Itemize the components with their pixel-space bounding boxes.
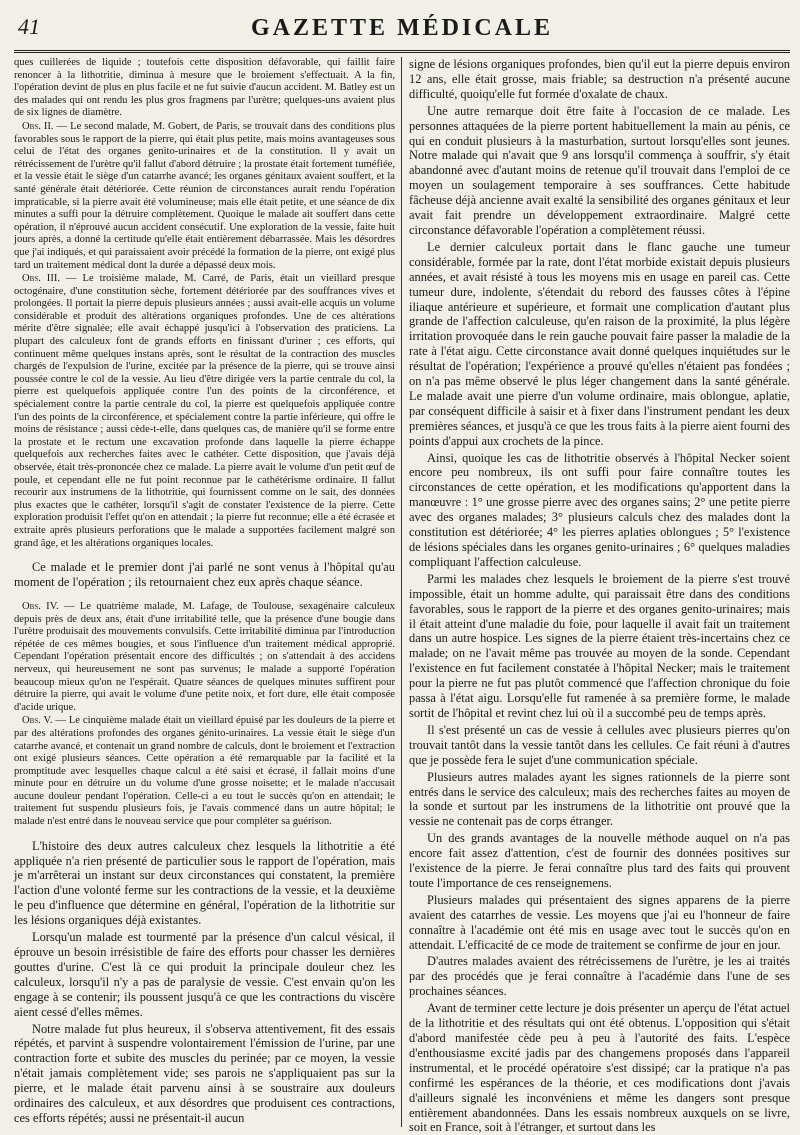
left-column: [14, 57, 401, 1127]
observation-text: — Le cinquième malade était un vieillard épuisé par les douleurs de la pierre et par des altérations profondes des organes génito-urinaires. La vessie était le siège d'un catarrhe avancé, et contenait un grand nombre de calculs, dont le broiement et l'extraction ont exigé plusieurs séances. Cette opération a été remarquable par la facilité et la promptitude avec lesquelles chaque calcul a été saisi et écrasé, il fallait moins d'une minute pour en détruire un du volume d'une grosse noisette; et le malade n'accusait aucune douleur pendant l'opération. Celle-ci a eu tout le succès qu'on en attendait; le traitement fut suspendu plusieurs fois, je l'avais commencé dans un autre hôpital; le malade n'est entré dans le nouveau service que pour compléter sa guérison.: [14, 715, 395, 828]
observation-text: — Le troisième malade, M. Carré, de Paris, était un vieillard presque octogénaire, d'une constitution sèche, fortement détériorée par des souffrances vives et prolongées. Il portait la pierre depuis plusieurs années ; aussi avait-elle acquis un volume considérable et produit des altérations organiques profondes. Une de ces altérations mérite d'être signalée; elle avait échappé jusqu'ici à l'observation des praticiens. La plupart des calculeux font de grands efforts en finissant d'uriner ; ces efforts, qui continuent même quelques instans après, sont le résultat de la contraction des muscles chargés de l'expulsion de l'urine, excitée par la présence de la pierre, qui se trouve ainsi poussée contre le col de la vessie. Au lieu d'être dirigée vers la partie centrale du col, la pierre est quelquefois appliquée contre l'un des points de la circonférence, et spécialement contre la partie centrale du col, la pierre est quelquefois appliquée contre l'un des points de la circonférence, et spécialement contre la partie inférieure, qui offre le moins de résistance ; aussi cède-t-elle, dans quelques cas, de manière qu'il se forme entre la prostate et le rectum une excavation profonde dans laquelle la pierre échappe quelquefois aux recherches faites avec le cathéter. Cette disposition, que j'avais déjà observée, était très-prononcée chez ce malade. La pierre avait le volume d'un petit œuf de poule, et cependant elle ne fut point reconnue par le cathétérisme ordinaire. Il fallut recourir aux instrumens de la lithotritie, qui fournissent comme on le sait, des données plus exactes que le cathéter, lorsqu'il s'agit de constater l'existence de la pierre. Cette exploration produisit l'effet qu'on en attendait ; la pierre fut reconnue; elle a été écrasée et extraite après plusieurs perforations que le malade a supportées facilement malgré son grand âge, et les altérations organiques locales.: [14, 273, 395, 549]
paragraph: Un des grands avantages de la nouvelle méthode auquel on n'a pas encore fait assez d'attention, c'est de fournir des données positives sur l'existence de la pierre. Je ferai connaître plus tard des faits qui prouvent toute l'importance de ces renseignemens.: [409, 831, 790, 890]
paragraph: Ainsi, quoique les cas de lithotritie observés à l'hôpital Necker soient encore peu nombreux, ils ont suffi pour faire connaître toutes les circonstances de cette opération, et les modifications qu'apportent dans la manœuvre : 1° une grosse pierre avec des organes sains; 2° une petite pierre avec des organes malades; 3° plusieurs calculs chez des malades dont la constitution est détériorée; 4° les pierres aplaties oblongues ; 5° l'existence de lésions spéciales dans les organes genito-urinaires ; 6° quelques maladies compliquant l'affection calculeuse.: [409, 450, 790, 569]
paragraph: ques cuillerées de liquide ; toutefois cette disposition défavorable, qui faillit faire renoncer à la lithotritie, diminua à mesure que le broiement s'effectuait. A la fin, l'opération devint de plus en plus facile et ne fut suivie d'aucun accident. M. Batley est un des malades qui ont rendu les plus gros fragmens par l'urètre; quelques-uns avaient plus de six lignes de diamètre.: [14, 57, 395, 119]
spacer: [14, 592, 395, 601]
paragraph: Une autre remarque doit être faite à l'occasion de ce malade. Les personnes attaquées de la pierre portent habituellement la main au pénis, ce qui en conduit plusieurs à la masturbation, surtout lorsqu'elles sont jeunes. Notre malade qui n'avait que 9 ans lorsqu'il commença à souffrir, s'y était abandonné avec d'autant moins de retenue qu'il trouvait dans l'emploi de ce moyen un soulagement temporaire à ses souffrances. Cette habitude fâcheuse déjà ancienne avait exalté la sensibilité des organes génitaux et leur avait fait prendre un développement extraordinaire. Malgré cette circonstance défavorable l'opération a complètement réussi.: [409, 103, 790, 237]
paragraph: Avant de terminer cette lecture je dois présenter un aperçu de l'état actuel de la lithotritie et des résultats qui ont été obtenus. L'opposition qui s'était d'abord manifestée cède peu à peu à l'autorité des faits. L'espèce d'enthousiasme excité jadis par des changemens proposés dans l'appareil instrumental, et le procédé opératoire s'est dissipé; car la pratique n'a pas confirmé les espérances de la théorie, et ces modifications dont j'avais d'ailleurs signalé les inconvéniens et même les dangers sont presque entièrement abandonnées. Dans les essais nombreux auxquels on se livre, soit en France, soit à l'étranger, et surtout dans les: [409, 1001, 790, 1135]
spacer: [14, 551, 395, 560]
spacer: [14, 830, 395, 839]
right-column: [401, 57, 790, 1135]
page-header: [14, 6, 790, 53]
paragraph: Ce malade et le premier dont j'ai parlé ne sont venus à l'hôpital qu'au moment de l'opération ; ils retournaient chez eux après chaque séance.: [14, 560, 395, 590]
paragraph: Lorsqu'un malade est tourmenté par la présence d'un calcul vésical, il éprouve un besoin irrésistible de faire des efforts pour chasser les dernières gouttes d'urine. C'est là ce qui produit la principale douleur chez les calculeux, lorsqu'il n'y a pas de paralysie de vessie. C'est envain qu'on les engage à se contenir; ils poussent jusqu'à ce que les contractions du viscère aient cessé d'elles mêmes.: [14, 930, 395, 1019]
observation-label: Obs. III.: [22, 273, 61, 285]
text-columns: [14, 57, 790, 1135]
paragraph: Il s'est présenté un cas de vessie à cellules avec plusieurs pierres qu'on trouvait tantôt dans la vessie tantôt dans les cellules. Ce fait réuni à d'autres que je possède fera le sujet d'une communication spéciale.: [409, 722, 790, 767]
paragraph: L'histoire des deux autres calculeux chez lesquels la lithotritie a été appliquée n'a rien présenté de particulier sous le rapport de l'opération, mais je m'arrêterai un instant sur deux circonstances qui constatent, la première l'action d'une volonté ferme sur les contractions de la vessie, et la deuxième le peu d'influence que détermine en général, l'opération de la lithotritie sur les lésions organiques déjà existantes.: [14, 838, 395, 928]
observation-label: Obs. V.: [22, 715, 53, 727]
paragraph: Plusieurs autres malades ayant les signes rationnels de la pierre sont entrés dans le service des calculeux; mais des recherches faites au moyen de la sonde et surtout par les instrumens de la lithotritie ont prouvé que la vessie ne contenait pas de corps étranger.: [409, 769, 790, 829]
paragraph: signe de lésions organiques profondes, bien qu'il eut la pierre depuis environ 12 ans, elle était grosse, mais friable; sa destruction n'a présenté aucune difficulté, quoiqu'elle fut formée d'oxalate de chaux.: [409, 57, 790, 101]
observation-label: Obs. II.: [22, 120, 54, 132]
observation-3: [14, 273, 395, 550]
masthead-title: GAZETTE MÉDICALE: [250, 14, 554, 41]
paragraph: Notre malade fut plus heureux, il s'observa attentivement, fit des essais répétés, et parvint à suspendre volontairement l'émission de l'urine, par une contraction forte et subite des muscles du perinée; par ce moyen, la vessie n'était jamais complètement vide; ses parois ne s'appliquaient pas sur la pierre, et le malade était parvenu ainsi à se soustraire aux douleurs ordinaires des calculeux, et aux désordres que produisent ces contractions, ces efforts répétés; aussi ne présentait-il aucun: [14, 1021, 395, 1125]
paragraph: D'autres malades avaient des rétrécissemens de l'urètre, je les ai traités par des procédés que je ferai connaître à l'académie dans l'une de ses prochaines séances.: [409, 954, 790, 999]
paragraph: Parmi les malades chez lesquels le broiement de la pierre s'est trouvé impossible, était un homme adulte, qui paraissait être dans des conditions favorables, sous le rapport de la pierre et des organes genito-urinaires; mais il était atteint d'une maladie du foie, pour laquelle il avait fait un traitement dans un autre hospice. Les signes de la pierre étaient très-incertains chez ce malade; on ne l'avait même pas trouvée au moyen de la sonde. Cependant l'existence en fut facilement constatée à l'hôpital Necker; mais le traitement pour la pierre ne fut pas plutôt commencé que l'affection chronique du foie passa à l'état aigu. Lorsqu'elle fut ramenée à sa première forme, le malade sortit de l'hôpital et revint chez lui où il a succombé peu de temps après.: [409, 571, 790, 720]
observation-label: Obs. IV.: [22, 600, 59, 612]
page-number: 41: [18, 14, 40, 39]
paragraph: Plusieurs malades qui présentaient des signes apparens de la pierre avaient des catarrhes de vessie. Les moyens que j'ai eu l'honneur de faire connaître à l'académie ont été mis en usage avec tout le succès qu'on en attendait. L'efficacité de ce mode de traitement se confirme de jour en jour.: [409, 892, 790, 952]
observation-text: — Le quatrième malade, M. Lafage, de Toulouse, sexagénaire calculeux depuis près de deux ans, était d'une irritabilité telle, que la présence d'une bougie dans l'urètre produisait des mouvements convulsifs. Cette irritabilité diminua par l'introduction répétée de ces mêmes bougies, et sous l'influence d'un traitement médical approprié. Cependant l'opération présentait encore des difficultés ; on s'attendait à des accidens nerveux, qui heureusement ne sont pas survenus; le malade a supporté l'opération beaucoup mieux qu'on ne l'espérait. Quatre séances de quelques minutes suffirent pour détruire la pierre, qui avait le volume d'une petite noix, et fort dure, elle était composée d'acide urique.: [14, 600, 395, 713]
paragraph: Le dernier calculeux portait dans le flanc gauche une tumeur considérable, formée par la rate, dont l'état morbide existait depuis plusieurs années, et avait résisté à tous les moyens mis en usage en pareil cas. Cette tumeur dure, indolente, s'étendait du rebord des fausses côtes à l'épine iliaque antérieure et supérieure, et formait une complication d'autant plus grande de l'affection calculeuse, qu'en raison de la proximité, la plus légère irritation provoquée dans le rein gauche pouvait faire passer la maladie de la rate à l'état aigu. Cette circonstance avait donné quelques inquiétudes sur le résultat de l'opération; l'expérience a prouvé qu'elles n'étaient pas fondées ; on n'a pas même observé le plus léger changement dans la santé générale. Le malade avait une pierre d'un volume ordinaire, mais oblongue, aplatie, par conséquent difficile à saisir et à fixer dans l'instrument pendant les deux premières séances, et jusqu'à ce que les trous faits à la pierre aient fourni des points d'appui aux crochets de la pince.: [409, 239, 790, 448]
observation-2: [14, 121, 395, 272]
observation-5: [14, 715, 395, 828]
observation-4: [14, 601, 395, 714]
observation-text: — Le second malade, M. Gobert, de Paris, se trouvait dans des conditions plus favorables sous le rapport de la pierre, qui était plus petite, mais moins avantageuses sous celui de l'état des organes genito-urinaires et de la constitution. Il y avait un rétrécissement de l'urètre qu'il fallut d'abord détruire ; la prostate était fortement tuméfiée, et la vessie était le siège d'un catarrhe avancé; les organes génitaux avaient souffert, et la santé générale était détériorée. Cette réunion de circonstances aurait rendu l'opération impraticable, si la pierre avait été volumineuse; mais elle était petite, et une séance de dix minutes a suffi pour la détruire complètement. Quoique le malade ait souffert dans cette opération, il n'éprouvé aucun accident consécutif. Une exploration de la vessie, faite huit jours après, a donné la certitude qu'elle était entièrement débarrassée. Mais les désordres que j'ai indiqués, et qui paraissaient avoir précédé la formation de la pierre, ont exigé plus tard un traitement médical dont la durée a dépassé deux mois.: [14, 120, 395, 271]
